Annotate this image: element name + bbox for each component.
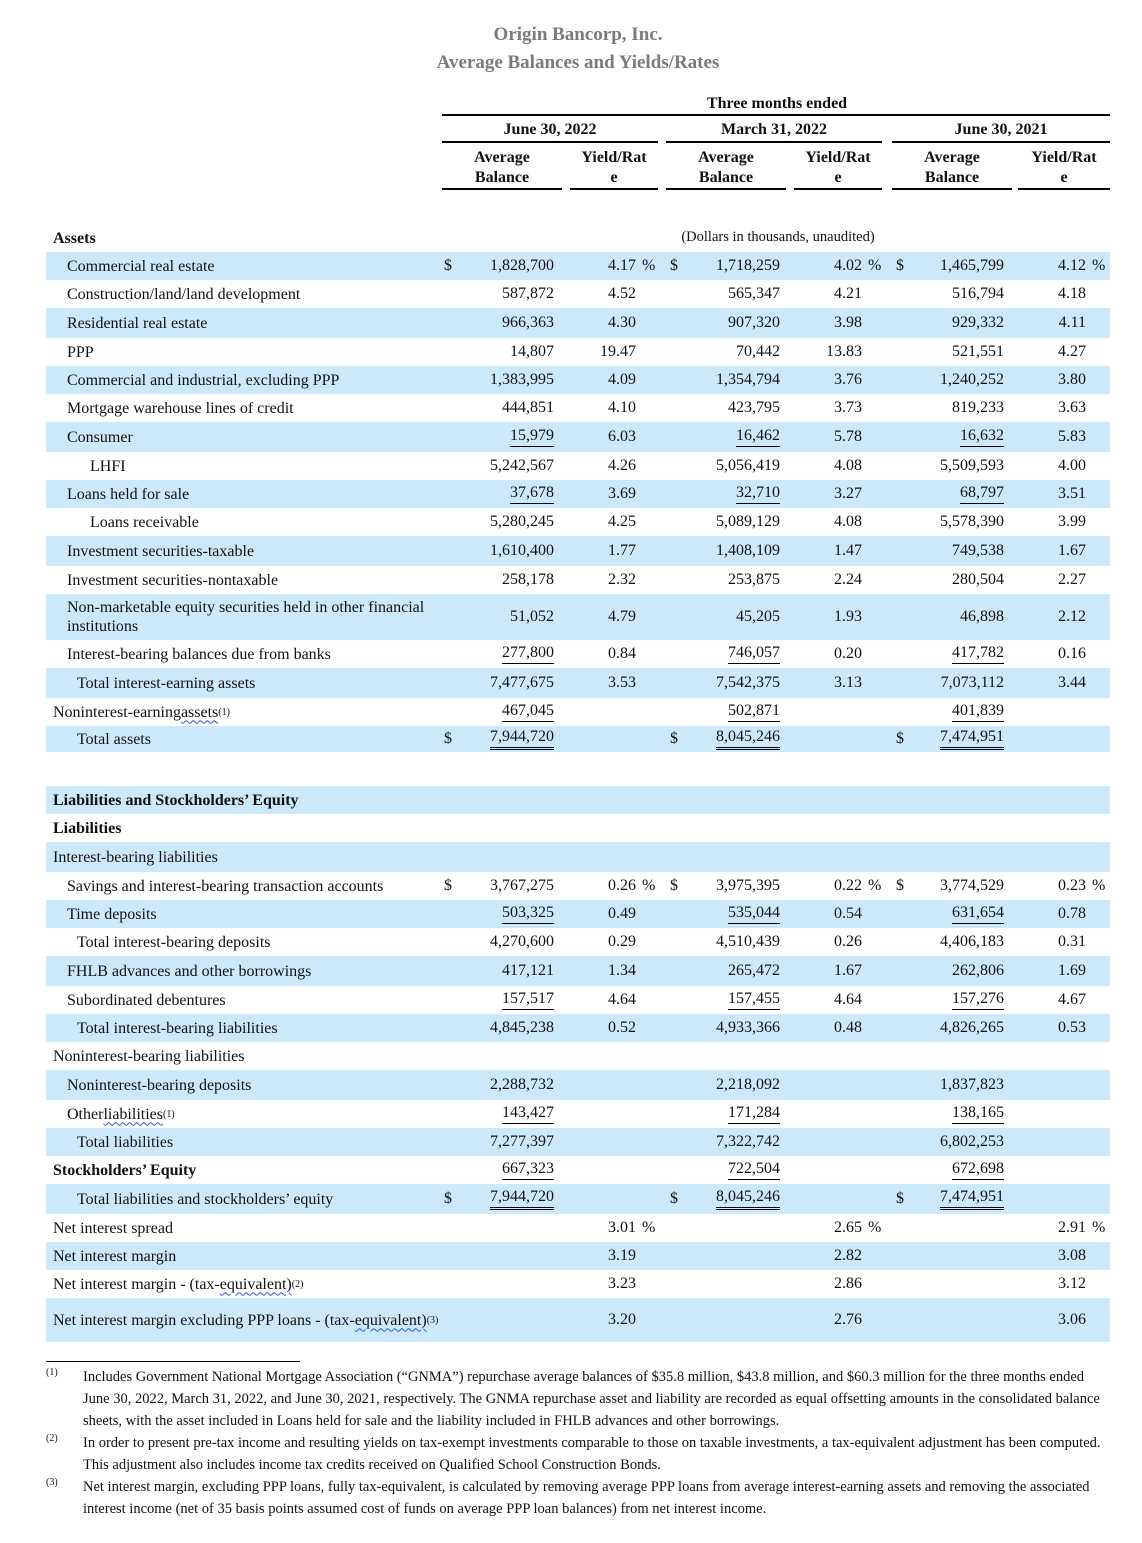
average-balance-cell: 5,089,129 [716, 513, 780, 530]
table-row [46, 1070, 1110, 1100]
table-row [46, 900, 1110, 928]
yield-rate-cell: 1.69 [1058, 962, 1086, 979]
table-row [46, 872, 1110, 900]
period-header-1: June 30, 2022 [503, 121, 597, 138]
yield-rate-cell: 4.09 [608, 371, 636, 388]
percent-sign: % [868, 1219, 882, 1236]
dollar-sign: $ [670, 730, 678, 747]
average-balance-cell: 467,045 [444, 698, 554, 726]
row-label: Total interest-earning assets [77, 674, 256, 692]
yield-rate-cell: 4.79 [608, 608, 636, 625]
average-balance-cell: 521,551 [952, 343, 1004, 360]
percent-sign: % [1092, 1219, 1106, 1236]
percent-sign: % [642, 1219, 656, 1236]
yield-rate-cell: 3.20 [608, 1311, 636, 1328]
table-row [46, 1298, 1110, 1342]
average-balance-cell: 5,578,390 [940, 513, 1004, 530]
average-balance-cell: 1,465,799 [940, 257, 1004, 274]
average-balance-cell: 157,517 [444, 986, 554, 1014]
yield-rate-cell: 2.12 [1058, 608, 1086, 625]
row-label: Non-marketable equity securities held in other financial institutions [67, 599, 425, 635]
yield-rate-cell: 0.52 [608, 1019, 636, 1036]
percent-sign: % [1092, 257, 1106, 274]
row-label: Loans held for sale [67, 485, 190, 503]
row-label: Noninterest-bearing liabilities [53, 1047, 245, 1065]
table-row [46, 394, 1110, 422]
table-row [46, 928, 1110, 956]
row-label: Noninterest-bearing deposits [67, 1076, 252, 1094]
row-label: Total liabilities and stockholders’ equity [77, 1190, 334, 1208]
average-balance-cell: 3,975,395 [716, 877, 780, 894]
yield-rate-cell: 3.08 [1058, 1247, 1086, 1264]
yield-rate-cell: 4.11 [1058, 314, 1086, 331]
avg-balance-header-2: Average Balance [698, 149, 754, 186]
average-balance-cell: 8,045,246 [670, 1184, 780, 1214]
average-balance-cell: 6,802,253 [940, 1133, 1004, 1150]
average-balance-cell: 7,073,112 [940, 674, 1004, 691]
table-row [46, 726, 1110, 752]
table-row [46, 338, 1110, 366]
yield-header-1: Yield/Rat e [581, 149, 647, 186]
yield-rate-cell: 4.27 [1058, 343, 1086, 360]
average-balance-cell: 1,354,794 [716, 371, 780, 388]
yield-rate-cell: 3.23 [608, 1275, 636, 1292]
report-subtitle: Average Balances and Yields/Rates [436, 52, 720, 73]
average-balance-cell: 672,698 [894, 1156, 1004, 1184]
average-balance-cell: 749,538 [952, 542, 1004, 559]
yield-rate-cell: 0.16 [1058, 645, 1086, 662]
row-label: Investment securities-nontaxable [67, 571, 279, 589]
table-row [46, 814, 1110, 842]
yield-rate-cell: 3.98 [834, 314, 862, 331]
yield-rate-cell: 3.51 [1058, 485, 1086, 502]
company-title: Origin Bancorp, Inc. [493, 24, 663, 45]
average-balance-cell: 5,280,245 [490, 513, 554, 530]
average-balance-cell: 444,851 [502, 399, 554, 416]
yield-rate-cell: 3.19 [608, 1247, 636, 1264]
dollar-sign: $ [670, 1190, 678, 1207]
row-label: Subordinated debentures [67, 991, 226, 1009]
yield-rate-cell: 3.12 [1058, 1275, 1086, 1292]
footnote-text: In order to present pre-tax income and resulting yields on tax-exempt investments comparable to those on taxable investments, a tax-equivalent adjustment has been computed. This adjustment also includes income tax credits received on Qualified School Construction Bonds. [83, 1435, 1101, 1473]
dollar-sign: $ [444, 730, 452, 747]
average-balance-cell: 15,979 [444, 422, 554, 452]
yield-rate-cell: 3.06 [1058, 1311, 1086, 1328]
average-balance-cell: 16,462 [670, 422, 780, 452]
average-balance-cell: 1,610,400 [490, 542, 554, 559]
dollar-sign: $ [896, 257, 904, 274]
table-row [46, 786, 1110, 814]
average-balance-cell: 907,320 [728, 314, 780, 331]
yield-rate-cell: 0.84 [608, 645, 636, 662]
units-note: (Dollars in thousands, unaudited) [681, 229, 875, 245]
table-row [46, 308, 1110, 338]
footnote-text: Net interest margin, excluding PPP loans, fully tax-equivalent, is calculated by removing average PPP loans from average interest-earning assets and removing the associated interest income (net of 35 basis points assumed cost of funds on average PPP loan balances) from net interest income. [83, 1479, 1090, 1517]
row-label: Interest-bearing liabilities [53, 848, 218, 866]
table-row [46, 956, 1110, 986]
row-label: Commercial and industrial, excluding PPP [67, 371, 340, 389]
percent-sign: % [642, 257, 656, 274]
average-balance-cell: 37,678 [444, 480, 554, 508]
yield-rate-cell: 3.63 [1058, 399, 1086, 416]
yield-rate-cell: 4.08 [834, 513, 862, 530]
yield-rate-cell: 2.32 [608, 571, 636, 588]
average-balance-cell: 32,710 [670, 480, 780, 508]
average-balance-cell: 157,455 [670, 986, 780, 1014]
table-row [46, 280, 1110, 308]
dollar-sign: $ [670, 877, 678, 894]
period-header-2: March 31, 2022 [721, 121, 827, 138]
yield-rate-cell: 0.29 [608, 933, 636, 950]
yield-rate-cell: 3.69 [608, 485, 636, 502]
row-label: PPP [67, 343, 94, 361]
row-label: Stockholders’ Equity [53, 1161, 197, 1179]
table-row [46, 1042, 1110, 1070]
footnote-marker: (1) [46, 1367, 58, 1378]
average-balance-cell: 516,794 [952, 285, 1004, 302]
average-balance-cell: 253,875 [728, 571, 780, 588]
yield-rate-cell: 2.86 [834, 1275, 862, 1292]
yield-rate-cell: 0.54 [834, 905, 862, 922]
yield-rate-cell: 4.26 [608, 457, 636, 474]
table-row [46, 566, 1110, 594]
average-balance-cell: 929,332 [952, 314, 1004, 331]
row-label: Mortgage warehouse lines of credit [67, 399, 294, 417]
row-label: Time deposits [67, 905, 157, 923]
footnote-ref: (1) [162, 1108, 175, 1120]
average-balance-cell: 1,383,995 [490, 371, 554, 388]
yield-rate-cell: 4.10 [608, 399, 636, 416]
average-balance-cell: 3,774,529 [940, 877, 1004, 894]
yield-rate-cell: 1.93 [834, 608, 862, 625]
row-label: Net interest margin excluding PPP loans - (tax- equivalent) (3) [53, 1311, 439, 1329]
percent-sign: % [1092, 877, 1106, 894]
row-label: Consumer [67, 428, 133, 446]
average-balance-cell: 7,322,742 [716, 1133, 780, 1150]
yield-rate-cell: 4.30 [608, 314, 636, 331]
row-label: Savings and interest-bearing transaction accounts [67, 877, 384, 895]
average-balance-cell: 1,718,259 [716, 257, 780, 274]
row-label: FHLB advances and other borrowings [67, 962, 312, 980]
average-balance-cell: 4,826,265 [940, 1019, 1004, 1036]
average-balance-cell: 262,806 [952, 962, 1004, 979]
table-row [46, 1156, 1110, 1184]
table-row [46, 1242, 1110, 1270]
table-row [46, 422, 1110, 452]
yield-rate-cell: 1.34 [608, 962, 636, 979]
average-balance-cell: 631,654 [894, 900, 1004, 928]
average-balance-cell: 7,477,675 [490, 674, 554, 691]
average-balance-cell: 5,242,567 [490, 457, 554, 474]
average-balance-cell: 667,323 [444, 1156, 554, 1184]
yield-rate-cell: 4.25 [608, 513, 636, 530]
row-label: Total interest-bearing liabilities [77, 1019, 278, 1037]
average-balance-cell: 535,044 [670, 900, 780, 928]
average-balance-cell: 1,240,252 [940, 371, 1004, 388]
row-label: Net interest margin [53, 1247, 177, 1265]
yield-rate-cell: 3.27 [834, 485, 862, 502]
average-balance-cell: 1,828,700 [490, 257, 554, 274]
average-balance-cell: 7,277,397 [490, 1133, 554, 1150]
table-row [46, 1128, 1110, 1156]
dollar-sign: $ [670, 257, 678, 274]
row-label: Other liabilities (1) [67, 1105, 175, 1123]
average-balance-cell: 265,472 [728, 962, 780, 979]
average-balance-cell: 502,871 [670, 698, 780, 726]
yield-rate-cell: 0.26 [608, 877, 636, 894]
average-balance-cell: 7,542,375 [716, 674, 780, 691]
footnote-marker: (3) [46, 1477, 58, 1488]
yield-header-2: Yield/Rat e [805, 149, 871, 186]
table-row [46, 252, 1110, 280]
table-row [46, 668, 1110, 698]
yield-rate-cell: 4.17 [608, 257, 636, 274]
yield-rate-cell: 4.00 [1058, 457, 1086, 474]
average-balance-cell: 157,276 [894, 986, 1004, 1014]
percent-sign: % [868, 257, 882, 274]
table-row [46, 452, 1110, 480]
yield-rate-cell: 3.80 [1058, 371, 1086, 388]
avg-balance-header-1: Average Balance [474, 149, 530, 186]
yield-rate-cell: 0.49 [608, 905, 636, 922]
yield-rate-cell: 0.31 [1058, 933, 1086, 950]
dollar-sign: $ [896, 877, 904, 894]
yield-rate-cell: 3.53 [608, 674, 636, 691]
average-balance-cell: 7,474,951 [894, 1184, 1004, 1214]
yield-rate-cell: 0.48 [834, 1019, 862, 1036]
yield-rate-cell: 2.91 [1058, 1219, 1086, 1236]
yield-rate-cell: 0.26 [834, 933, 862, 950]
yield-rate-cell: 3.44 [1058, 674, 1086, 691]
avg-balance-header-3: Average Balance [924, 149, 980, 186]
row-label: Total interest-bearing deposits [77, 933, 271, 951]
dollar-sign: $ [444, 877, 452, 894]
row-label: Investment securities-taxable [67, 542, 255, 560]
percent-sign: % [642, 877, 656, 894]
footnote-text: Includes Government National Mortgage Association (“GNMA”) repurchase average balances of $35.8 million, $43.8 million, and $60.3 million for the three months ended June 30, 2022, March 31, 2022, and June 30, 2021, respectively. The GNMA repurchase asset and liability are recorded as equal offsetting amounts in the consolidated balance sheets, with the asset included in Loans held for sale and the liability included in FHLB advances and other borrowings. [83, 1369, 1100, 1429]
yield-rate-cell: 4.64 [608, 991, 636, 1008]
average-balance-cell: 45,205 [736, 608, 780, 625]
average-balance-cell: 277,800 [444, 640, 554, 668]
table-row [46, 228, 1110, 248]
row-label: Noninterest-earning assets (1) [53, 703, 230, 721]
yield-rate-cell: 0.22 [834, 877, 862, 894]
row-label: Total liabilities [77, 1133, 174, 1151]
table-row [46, 1184, 1110, 1214]
table-row [46, 508, 1110, 536]
yield-rate-cell: 2.27 [1058, 571, 1086, 588]
average-balance-cell: 4,933,366 [716, 1019, 780, 1036]
yield-rate-cell: 1.77 [608, 542, 636, 559]
table-row [46, 640, 1110, 668]
footnote-ref: (1) [218, 706, 230, 718]
average-balance-cell: 280,504 [952, 571, 1004, 588]
average-balance-cell: 4,510,439 [716, 933, 780, 950]
yield-rate-cell: 0.20 [834, 645, 862, 662]
table-row [46, 1214, 1110, 1242]
yield-rate-cell: 1.67 [834, 962, 862, 979]
average-balance-cell: 4,270,600 [490, 933, 554, 950]
average-balance-cell: 819,233 [952, 399, 1004, 416]
yield-rate-cell: 2.76 [834, 1311, 862, 1328]
yield-rate-cell: 0.53 [1058, 1019, 1086, 1036]
average-balance-cell: 143,427 [444, 1100, 554, 1128]
average-balance-cell: 258,178 [502, 571, 554, 588]
yield-rate-cell: 0.78 [1058, 905, 1086, 922]
average-balance-cell: 401,839 [894, 698, 1004, 726]
yield-rate-cell: 3.13 [834, 674, 862, 691]
yield-rate-cell: 0.23 [1058, 877, 1086, 894]
dollar-sign: $ [896, 730, 904, 747]
row-label: Commercial real estate [67, 257, 215, 275]
row-label: Total assets [77, 730, 151, 748]
yield-rate-cell: 3.76 [834, 371, 862, 388]
yield-rate-cell: 4.12 [1058, 257, 1086, 274]
average-balance-cell: 746,057 [670, 640, 780, 668]
average-balance-cell: 7,944,720 [444, 726, 554, 752]
row-label: Construction/land/land development [67, 285, 301, 303]
yield-rate-cell: 2.24 [834, 571, 862, 588]
yield-rate-cell: 13.83 [826, 343, 862, 360]
yield-rate-cell: 4.02 [834, 257, 862, 274]
average-balance-cell: 423,795 [728, 399, 780, 416]
yield-header-3: Yield/Rat e [1031, 149, 1097, 186]
dollar-sign: $ [444, 257, 452, 274]
average-balance-cell: 2,288,732 [490, 1076, 554, 1093]
yield-rate-cell: 2.65 [834, 1219, 862, 1236]
row-label: LHFI [90, 457, 126, 475]
yield-rate-cell: 5.78 [834, 428, 862, 445]
yield-rate-cell: 3.01 [608, 1219, 636, 1236]
average-balance-cell: 14,807 [510, 343, 554, 360]
yield-rate-cell: 4.21 [834, 285, 862, 302]
row-label: Net interest margin - (tax- equivalent) (2) [53, 1275, 304, 1293]
yield-rate-cell: 4.64 [834, 991, 862, 1008]
yield-rate-cell: 3.73 [834, 399, 862, 416]
footnote-rule [46, 1361, 300, 1362]
footnote-ref: (2) [291, 1278, 304, 1290]
row-label: Residential real estate [67, 314, 208, 332]
average-balance-cell: 2,218,092 [716, 1076, 780, 1093]
average-balance-cell: 1,837,823 [940, 1076, 1004, 1093]
average-balance-cell: 587,872 [502, 285, 554, 302]
average-balance-cell: 5,509,593 [940, 457, 1004, 474]
period-group-header: Three months ended [706, 95, 848, 112]
average-balance-cell: 171,284 [670, 1100, 780, 1128]
table-row [46, 986, 1110, 1014]
yield-rate-cell: 6.03 [608, 428, 636, 445]
average-balance-cell: 4,406,183 [940, 933, 1004, 950]
row-label: Net interest spread [53, 1219, 173, 1237]
average-balance-cell: 1,408,109 [716, 542, 780, 559]
average-balance-cell: 68,797 [894, 480, 1004, 508]
footnote-ref: (3) [426, 1314, 439, 1326]
average-balance-cell: 4,845,238 [490, 1019, 554, 1036]
table-row [46, 480, 1110, 508]
yield-rate-cell: 4.08 [834, 457, 862, 474]
average-balance-cell: 138,165 [894, 1100, 1004, 1128]
yield-rate-cell: 3.99 [1058, 513, 1086, 530]
row-label: Liabilities [53, 819, 122, 837]
row-label: Liabilities and Stockholders’ Equity [53, 791, 299, 809]
average-balance-cell: 3,767,275 [490, 877, 554, 894]
average-balance-cell: 722,504 [670, 1156, 780, 1184]
table-row [46, 536, 1110, 566]
average-balance-cell: 7,944,720 [444, 1184, 554, 1214]
table-row [46, 1100, 1110, 1128]
dollar-sign: $ [896, 1190, 904, 1207]
average-balance-cell: 51,052 [510, 608, 554, 625]
average-balance-cell: 8,045,246 [670, 726, 780, 752]
yield-rate-cell: 4.52 [608, 285, 636, 302]
period-header-3: June 30, 2021 [954, 121, 1048, 138]
average-balance-cell: 417,121 [502, 962, 554, 979]
average-balance-cell: 417,782 [894, 640, 1004, 668]
yield-rate-cell: 1.67 [1058, 542, 1086, 559]
dollar-sign: $ [444, 1190, 452, 1207]
row-label: Loans receivable [90, 513, 199, 531]
row-label: Assets [53, 229, 96, 247]
yield-rate-cell: 4.18 [1058, 285, 1086, 302]
average-balance-cell: 5,056,419 [716, 457, 780, 474]
yield-rate-cell: 2.82 [834, 1247, 862, 1264]
average-balance-cell: 565,347 [728, 285, 780, 302]
yield-rate-cell: 4.67 [1058, 991, 1086, 1008]
average-balance-cell: 503,325 [444, 900, 554, 928]
percent-sign: % [868, 877, 882, 894]
table-row [46, 1014, 1110, 1042]
average-balance-cell: 966,363 [502, 314, 554, 331]
yield-rate-cell: 1.47 [834, 542, 862, 559]
table-row [46, 366, 1110, 394]
average-balance-cell: 7,474,951 [894, 726, 1004, 752]
table-row [46, 842, 1110, 872]
table-row [46, 594, 1110, 640]
average-balance-cell: 70,442 [736, 343, 780, 360]
average-balance-cell: 46,898 [960, 608, 1004, 625]
table-row [46, 1270, 1110, 1298]
row-label: Interest-bearing balances due from banks [67, 645, 331, 663]
yield-rate-cell: 5.83 [1058, 428, 1086, 445]
yield-rate-cell: 19.47 [600, 343, 636, 360]
average-balance-cell: 16,632 [894, 422, 1004, 452]
table-row [46, 698, 1110, 726]
footnote-marker: (2) [46, 1433, 58, 1444]
